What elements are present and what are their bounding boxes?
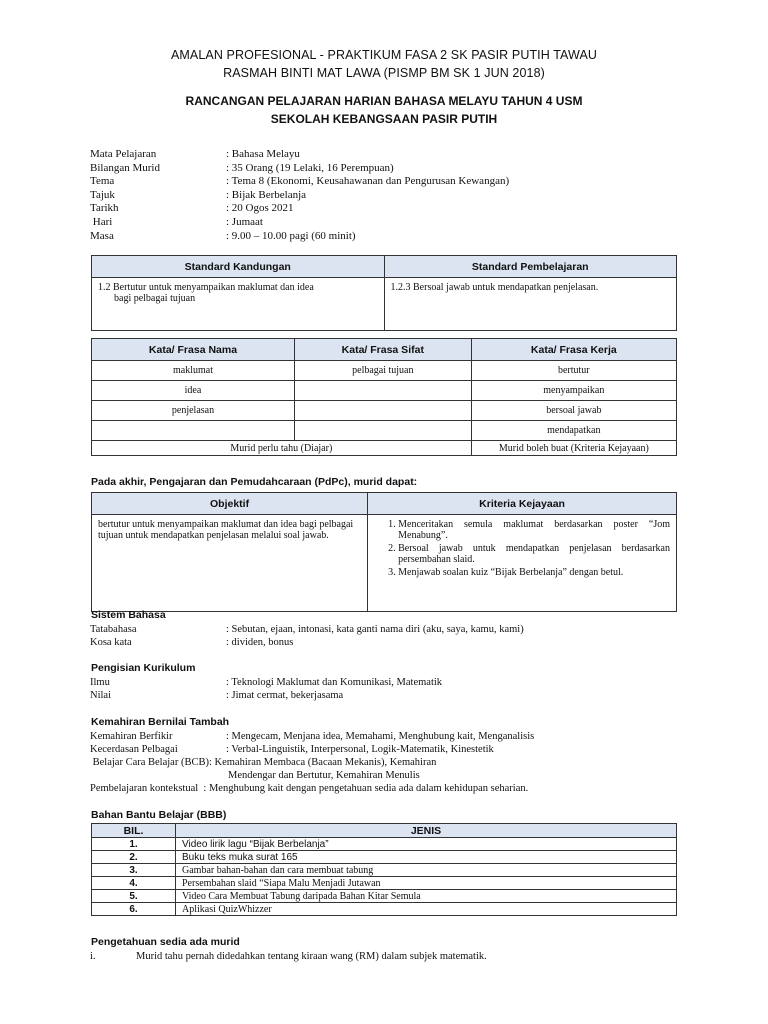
kata-cell: menyampaikan [471,381,676,401]
bbb-jenis: Video lirik lagu “Bijak Berbelanja” [176,838,677,851]
kemahiran-key: Kemahiran Berfikir [90,731,173,742]
kriteria-header: Kriteria Kejayaan [368,493,677,515]
table-row [92,864,677,877]
info-value: : Tema 8 (Ekonomi, Keusahawanan dan Pengurusan Kewangan) [226,175,510,188]
info-value: : Bijak Berbelanja [226,188,307,201]
standard-pembelajaran-header: Standard Pembelajaran [384,256,677,278]
kata-footer-left: Murid perlu tahu (Diajar) [92,441,472,456]
table-row [92,401,677,421]
table-row [92,877,677,890]
pengetahuan-title: Pengetahuan sedia ada murid [91,936,240,948]
list-item: 3. Menjawab soalan kuiz “Bijak Berbelanja” dengan betul. [398,567,670,578]
kemahiran-value: : Mengecam, Menjana idea, Memahami, Menghubung kait, Menganalisis [226,731,535,742]
bbb-table [91,823,677,916]
bbb-jenis: Video Cara Membuat Tabung daripada Bahan Kitar Semula [176,890,677,903]
pengisian-block [90,676,442,702]
list-item: 1. Menceritakan semula maklumat berdasarkan poster “Jom Menabung”. [398,519,670,541]
bbb-title: Bahan Bantu Belajar (BBB) [91,809,227,821]
bbb-jenis: Aplikasi QuizWhizzer [176,903,677,916]
objektif-table [91,492,677,612]
info-row [90,202,509,216]
kemahiran-block [90,730,534,795]
list-item: 2. Bersoal jawab untuk mendapatkan penjelasan berdasarkan persembahan slaid. [398,543,670,565]
pengisian-value: : Jimat cermat, bekerjasama [226,690,344,701]
table-row [92,361,677,381]
info-row [90,175,509,189]
sistem-value: : Sebutan, ejaan, intonasi, kata ganti nama diri (aku, saya, kamu, kami) [226,624,524,635]
info-key: Masa [90,229,114,242]
kriteria-cell [368,515,677,612]
kriteria-list [374,519,670,578]
bbb-bil: 3. [92,864,176,877]
table-row [92,421,677,441]
kata-cell: bersoal jawab [471,401,676,421]
sistem-key: Tatabahasa [90,624,137,635]
sistem-row [90,623,524,636]
doc-title-line1: AMALAN PROFESIONAL - PRAKTIKUM FASA 2 SK PASIR PUTIH TAWAU [170,48,598,62]
pengetahuan-text: Murid tahu pernah didedahkan tentang kiraan wang (RM) dalam subjek matematik. [136,951,487,962]
kata-cell: maklumat [92,361,295,381]
sistem-row [90,636,524,649]
pengisian-row [90,676,442,689]
standard-kandungan-header: Standard Kandungan [92,256,385,278]
info-row [90,230,509,244]
info-value: : Jumaat [226,215,263,228]
pengisian-row [90,689,442,702]
objektif-cell: bertutur untuk menyampaikan maklumat dan idea bagi pelbagai tujuan untuk mendapatkan penjelasan melalui soal jawab. [92,515,368,612]
sistem-bahasa-title: Sistem Bahasa [91,609,166,621]
pengisian-key: Nilai [90,690,111,701]
info-value: : 9.00 – 10.00 pagi (60 minit) [226,229,356,242]
info-value: : 20 Ogos 2021 [226,202,294,215]
bbb-bil: 6. [92,903,176,916]
info-key: Mata Pelajaran [90,148,157,160]
bbb-jenis: Gambar bahan-bahan dan cara membuat tabung [176,864,677,877]
table-footer-row [92,441,677,456]
lesson-info [90,148,509,243]
info-row [90,162,509,176]
info-key: Bilangan Murid [90,161,160,174]
standard-pembelajaran-cell: 1.2.3 Bersoal jawab untuk mendapatkan penjelasan. [384,278,677,331]
bbb-bil-header: BIL. [92,824,176,838]
table-row [92,890,677,903]
objektif-intro: Pada akhir, Pengajaran dan Pemudahcaraan (PdPc), murid dapat: [91,476,418,488]
bbb-bil: 2. [92,851,176,864]
table-row [92,851,677,864]
info-row [90,189,509,203]
kata-sifat-header: Kata/ Frasa Sifat [294,339,471,361]
kata-cell [92,421,295,441]
table-row [92,903,677,916]
kata-cell: penjelasan [92,401,295,421]
kemahiran-kontekstual: Pembelajaran kontekstual : Menghubung kait dengan pengetahuan sedia ada dalam kehidupan seharian. [90,783,529,794]
kata-cell [294,401,471,421]
pengisian-value: : Teknologi Maklumat dan Komunikasi, Matematik [226,677,443,688]
pengetahuan-num: i. [90,951,96,962]
standard-kandungan-text2: bagi pelbagai tujuan [114,293,196,304]
kata-cell [294,381,471,401]
doc-title-line4: SEKOLAH KEBANGSAAN PASIR PUTIH [270,112,498,126]
kata-frasa-table [91,338,677,456]
sistem-key: Kosa kata [90,637,132,648]
bbb-bil: 4. [92,877,176,890]
kata-nama-header: Kata/ Frasa Nama [92,339,295,361]
kata-cell: pelbagai tujuan [294,361,471,381]
info-key: Hari [90,215,113,228]
kata-cell: idea [92,381,295,401]
sistem-value: : dividen, bonus [226,637,294,648]
kata-footer-right: Murid boleh buat (Kriteria Kejayaan) [471,441,676,456]
bbb-jenis-header: JENIS [176,824,677,838]
info-value: : Bahasa Melayu [226,148,300,160]
table-row [92,381,677,401]
bbb-jenis: Buku teks muka surat 165 [176,851,677,864]
sistem-bahasa-block [90,623,524,649]
kemahiran-title: Kemahiran Bernilai Tambah [91,716,230,728]
bbb-bil: 1. [92,838,176,851]
table-row [92,838,677,851]
kemahiran-row [90,730,534,743]
kemahiran-bcb: Belajar Cara Belajar (BCB): Kemahiran Membaca (Bacaan Mekanis), Kemahiran [90,757,437,768]
info-value: : 35 Orang (19 Lelaki, 16 Perempuan) [226,161,394,174]
kemahiran-row [90,743,534,756]
bbb-bil: 5. [92,890,176,903]
kata-kerja-header: Kata/ Frasa Kerja [471,339,676,361]
pengisian-title: Pengisian Kurikulum [91,662,196,674]
kemahiran-key: Kecerdasan Pelbagai [90,744,178,755]
info-key: Tarikh [90,202,119,215]
kata-cell [294,421,471,441]
kemahiran-bcb-cont: Mendengar dan Bertutur, Kemahiran Menulis [228,770,420,781]
pengetahuan-item [90,950,487,963]
info-key: Tema [90,175,115,188]
standard-kandungan-text: 1.2 Bertutur untuk menyampaikan maklumat dan idea [98,282,314,293]
info-row [90,216,509,230]
standard-kandungan-cell [92,278,385,331]
standard-table [91,255,677,331]
bbb-jenis: Persembahan slaid “Siapa Malu Menjadi Jutawan [176,877,677,890]
info-key: Tajuk [90,188,115,201]
doc-title-line3: RANCANGAN PELAJARAN HARIAN BAHASA MELAYU TAHUN 4 USM [185,94,583,108]
kata-cell: bertutur [471,361,676,381]
objektif-header: Objektif [92,493,368,515]
kata-cell: mendapatkan [471,421,676,441]
info-row [90,148,509,162]
kemahiran-value: : Verbal-Linguistik, Interpersonal, Logik-Matematik, Kinestetik [226,744,494,755]
pengisian-key: Ilmu [90,677,110,688]
doc-title-line2: RASMAH BINTI MAT LAWA (PISMP BM SK 1 JUN 2018) [223,66,545,80]
